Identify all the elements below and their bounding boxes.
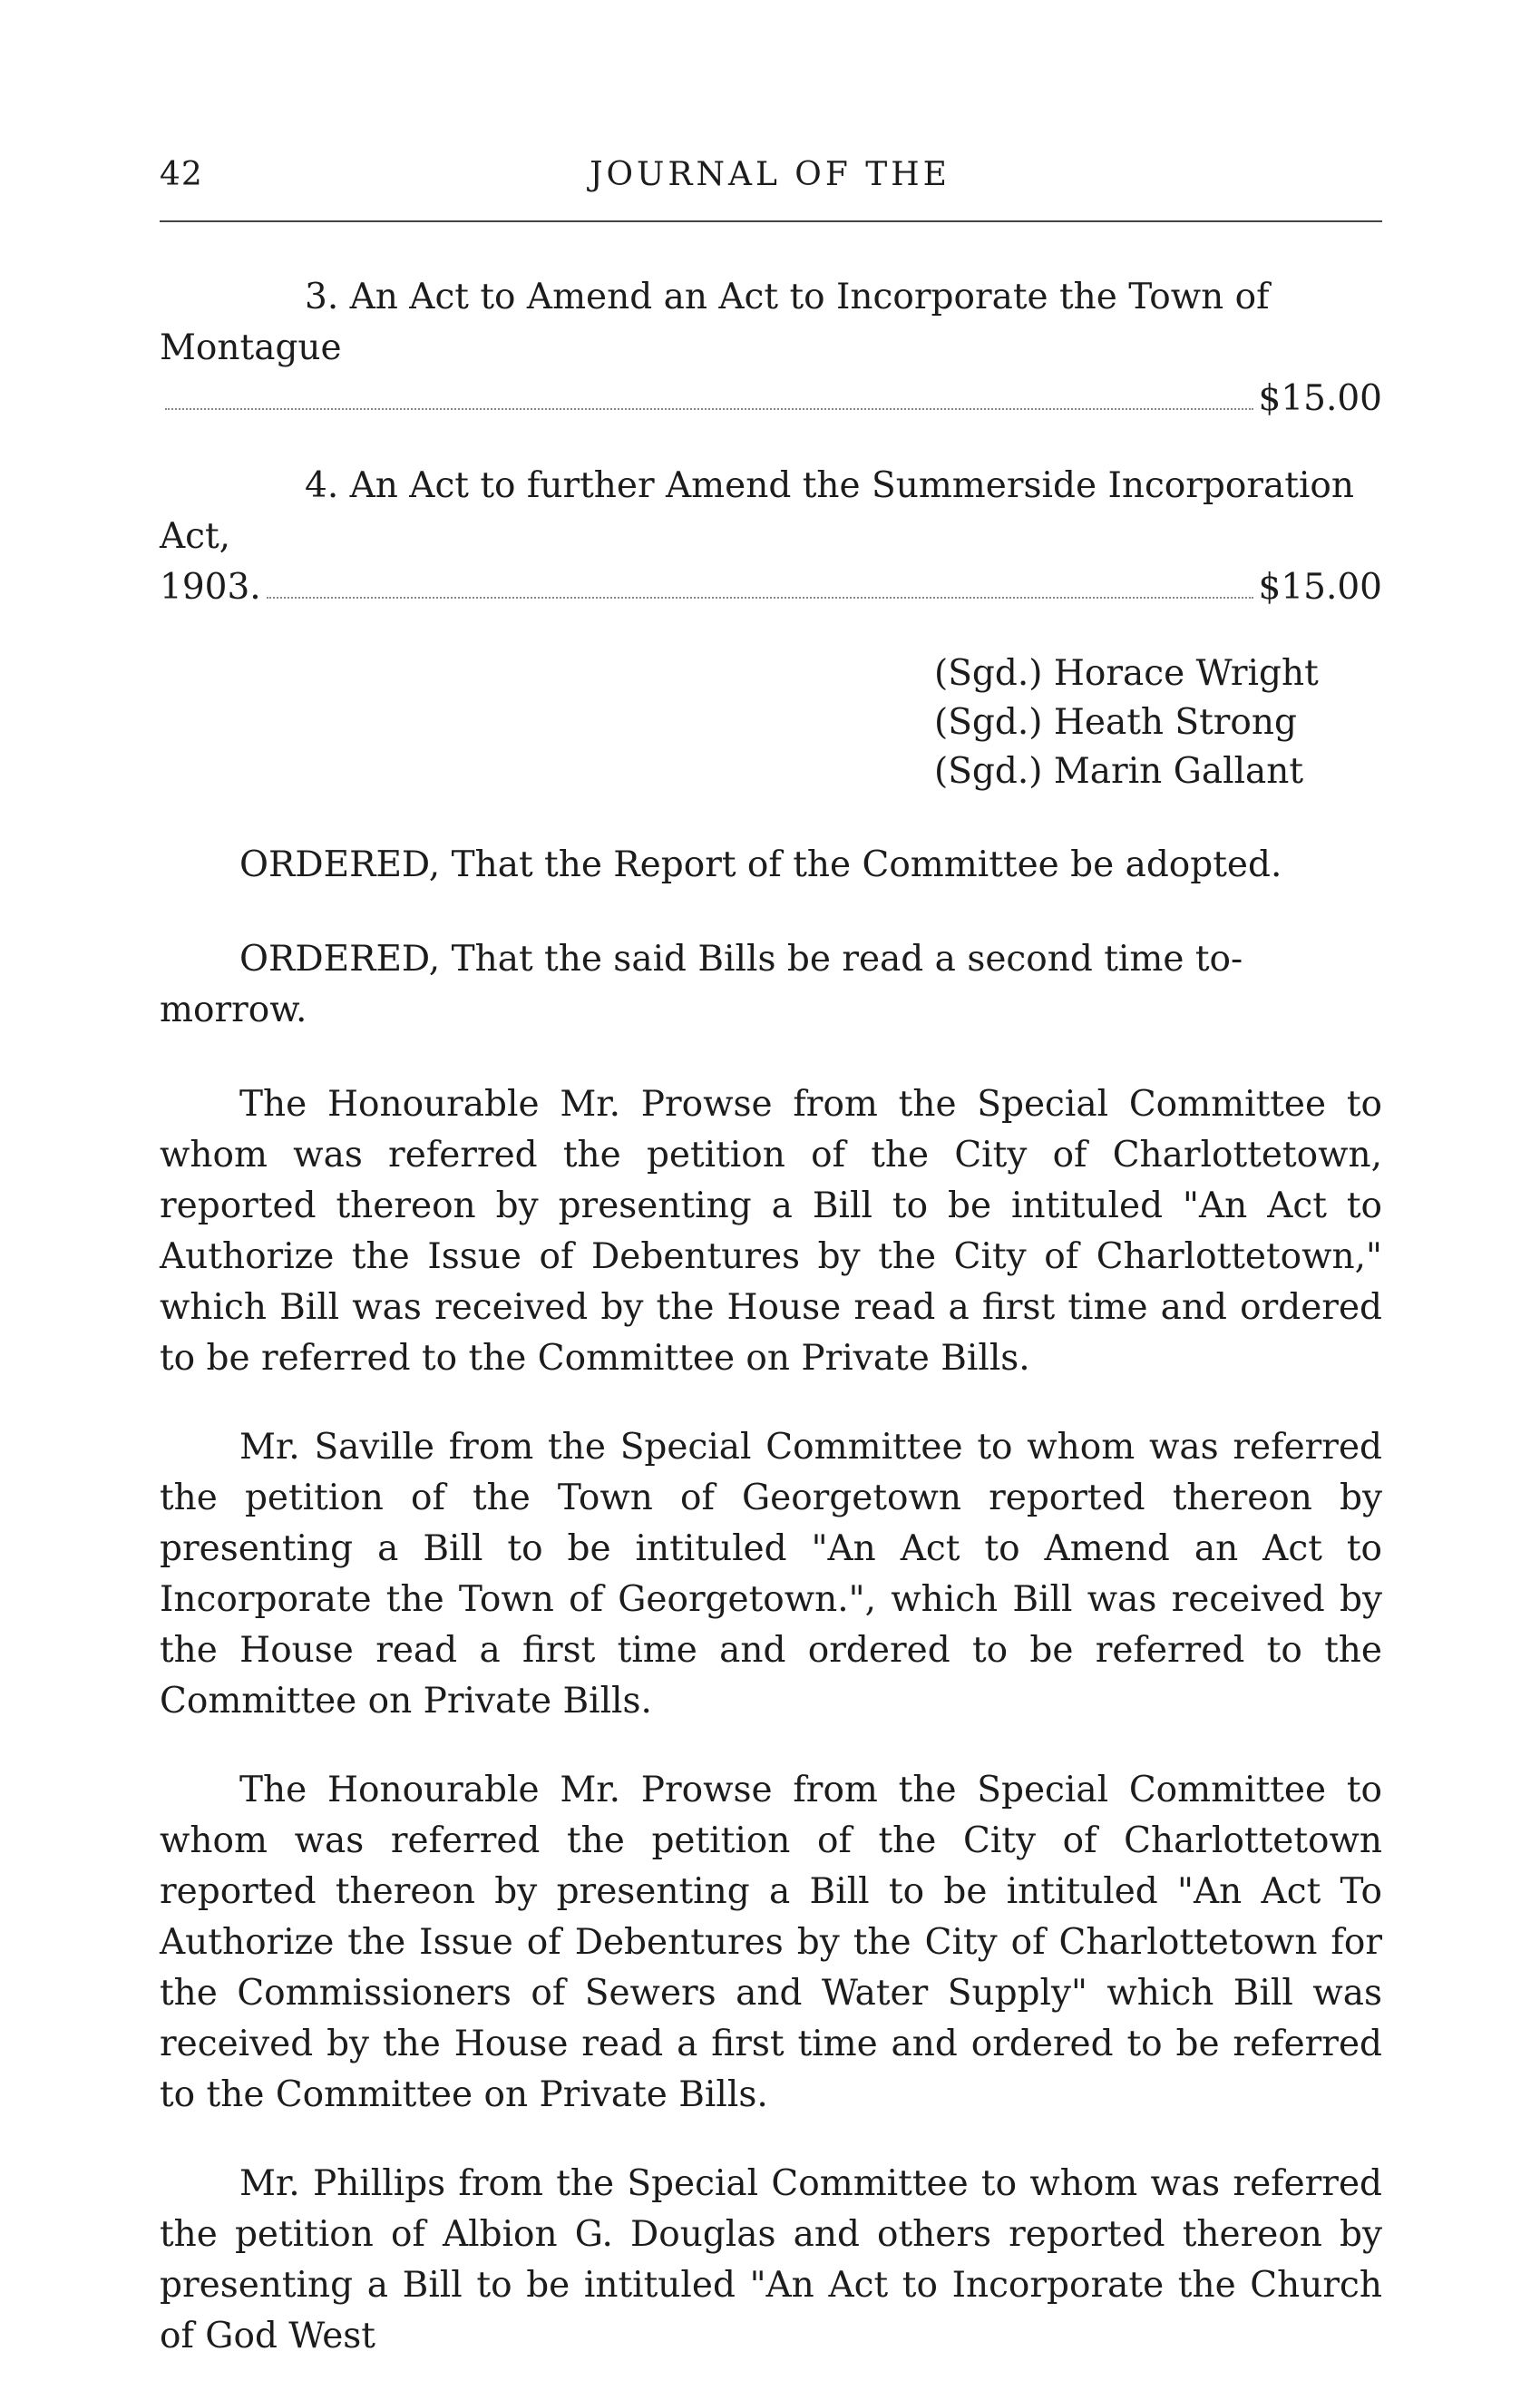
signature-line: (Sgd.) Horace Wright xyxy=(934,653,1319,694)
proceeding-paragraph: The Honourable Mr. Prowse from the Special Committee to whom was referred the petition of the City of Charlottetown reported thereon by presenting a Bill to be intituled "An Act To Authorize the Issue of Debentures by the City of Charlottetown for the Commissioners of Sewers and Water Supply" which Bill was received by the House read a first time and ordered to be referred to the Committee on Private Bills. xyxy=(160,1770,1382,2115)
act-amount: $15.00 xyxy=(1258,378,1382,419)
act-amount-line xyxy=(160,374,1382,424)
act-amount: $15.00 xyxy=(1258,567,1382,608)
act-prefix: 1903. xyxy=(160,567,261,608)
act-item xyxy=(160,272,1382,424)
act-title: 3. An Act to Amend an Act to Incorporate the Town of Montague xyxy=(160,277,1270,368)
order-statement: ORDERED, That the said Bills be read a second time to-morrow. xyxy=(160,939,1243,1030)
order-statement: ORDERED, That the Report of the Committee be adopted. xyxy=(239,844,1282,885)
running-head: JOURNAL OF THE xyxy=(590,156,950,193)
page-number: 42 xyxy=(160,156,203,193)
proceeding-paragraph: The Honourable Mr. Prowse from the Special Committee to whom was referred the petition of the City of Charlottetown, reported thereon by presenting a Bill to be intituled "An Act to Authorize the Issue of Debentures by the City of Charlottetown," which Bill was received by the House read a first time and ordered to be referred to the Committee on Private Bills. xyxy=(160,1084,1382,1379)
signature-block xyxy=(934,649,1382,796)
act-item xyxy=(160,461,1382,613)
proceeding-paragraph: Mr. Saville from the Special Committee to whom was referred the petition of the Town of Georgetown reported thereon by presenting a Bill to be intituled "An Act to Amend an Act to Incorporate the Town of Georgetown.", which Bill was received by the House read a first time and ordered to be referred to the Committee on Private Bills. xyxy=(160,1427,1382,1722)
page-body xyxy=(160,272,1382,2400)
signature-line: (Sgd.) Heath Strong xyxy=(934,702,1297,743)
header-rule xyxy=(160,220,1382,222)
proceeding-paragraph: Mr. Phillips from the Special Committee to whom was referred the petition of Albion G. Douglas and others reported thereon by presenting a Bill to be intituled "An Act to Incorporate the Church of God West xyxy=(160,2163,1382,2356)
signature-line: (Sgd.) Marin Gallant xyxy=(934,751,1304,792)
dot-leader xyxy=(267,597,1253,599)
act-amount-line xyxy=(160,562,1382,613)
dot-leader xyxy=(165,408,1253,410)
act-title: 4. An Act to further Amend the Summerside Incorporation Act, xyxy=(160,465,1355,557)
